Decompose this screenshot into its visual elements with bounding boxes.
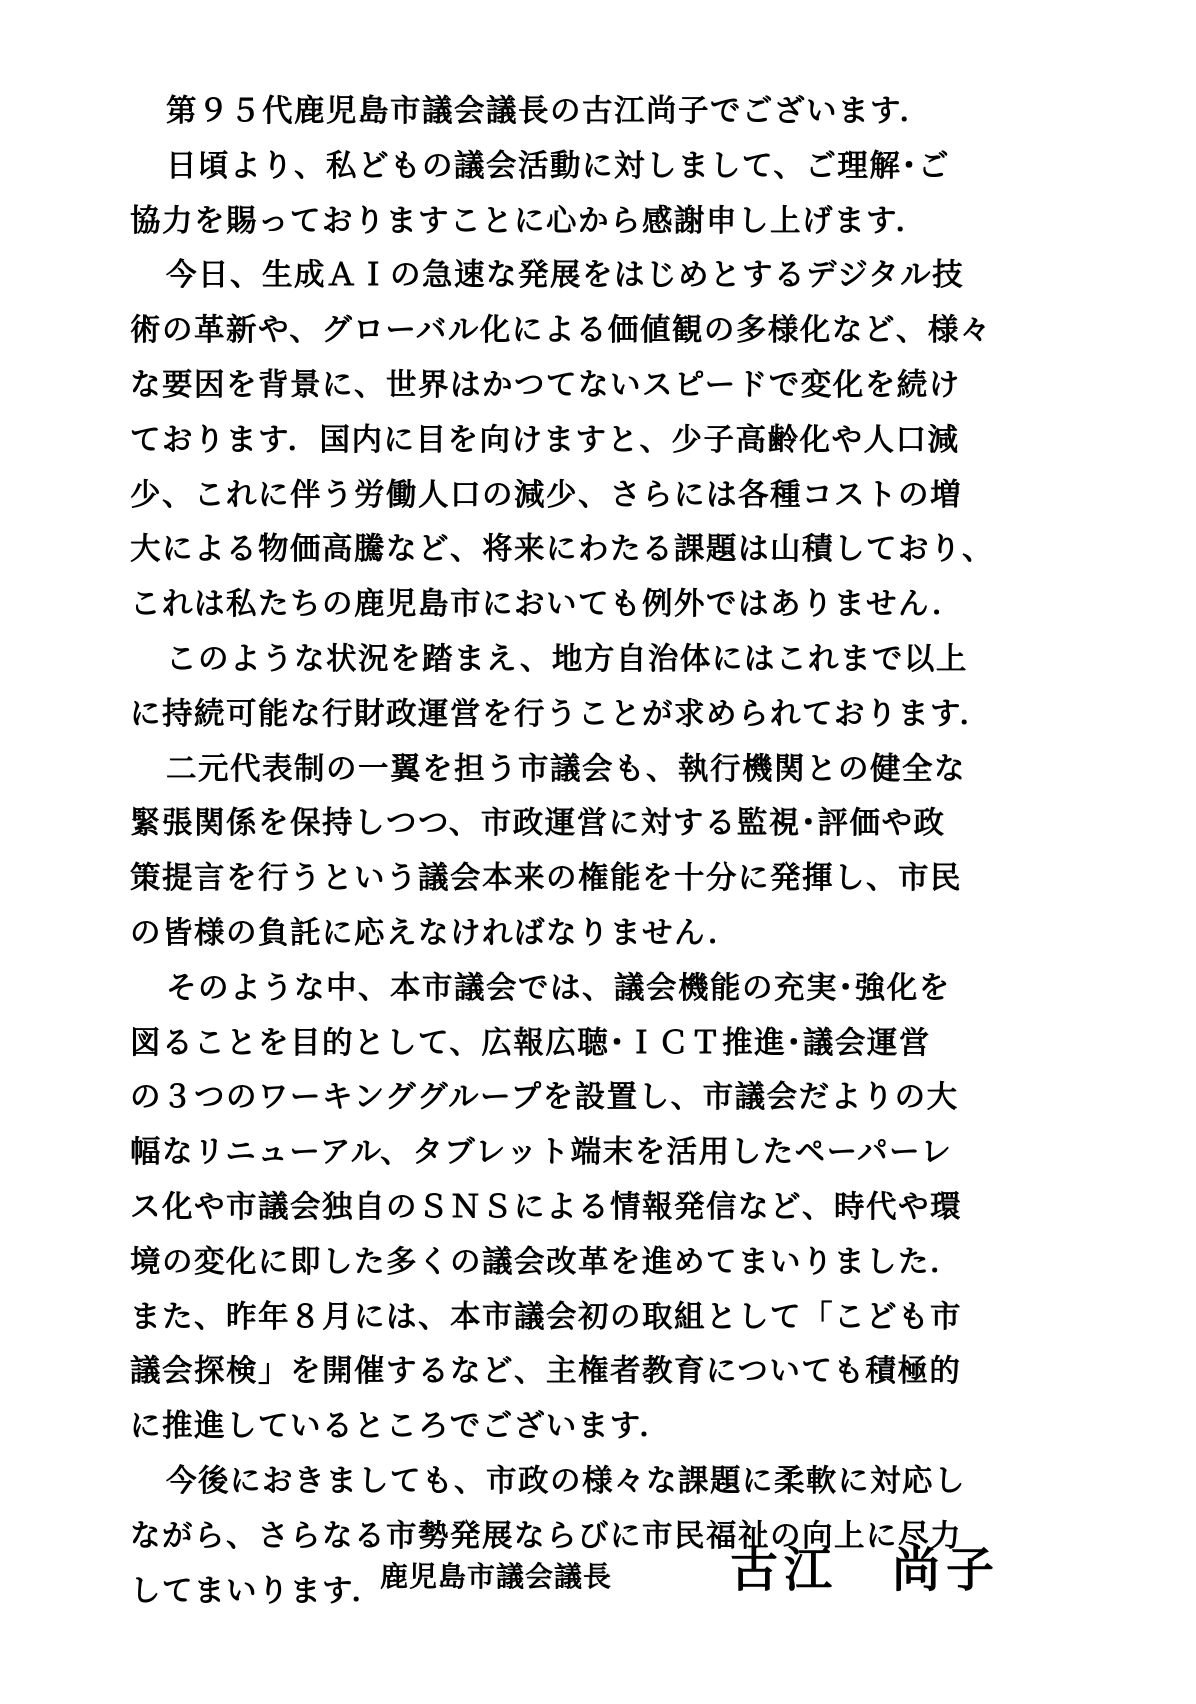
text-line: に持続可能な行財政運営を行うことが求められております． bbox=[130, 695, 992, 732]
signature-name: 古江 尚子 bbox=[730, 1542, 1001, 1598]
text-line: 緊張関係を保持しつつ、市政運営に対する監視･評価や政 bbox=[130, 805, 946, 842]
text-line: 術の革新や、グローバル化による価値観の多様化など、様々 bbox=[130, 312, 992, 349]
text-line: 二元代表制の一翼を担う市議会も、執行機関との健全な bbox=[166, 750, 966, 787]
text-line: このような状況を踏まえ、地方自治体にはこれまで以上 bbox=[166, 640, 968, 677]
text-line: 今日、生成ＡＩの急速な発展をはじめとするデジタル技 bbox=[166, 257, 965, 294]
text-line: 策提言を行うという議会本来の権能を十分に発揮し、市民 bbox=[130, 860, 962, 897]
text-line: ております．国内に目を向けますと、少子高齢化や人口減 bbox=[130, 421, 960, 458]
signature-block bbox=[380, 1525, 1080, 1605]
greeting-body bbox=[130, 84, 1070, 1618]
text-line: 図ることを目的として、広報広聴･ＩＣＴ推進･議会運営 bbox=[130, 1024, 931, 1061]
text-line: してまいります． bbox=[130, 1572, 384, 1609]
text-line: 境の変化に即した多くの議会改革を進めてまいりました． bbox=[130, 1243, 962, 1280]
text-line: そのような中、本市議会では、議会機能の充実･強化を bbox=[166, 969, 951, 1006]
text-line: 日頃より、私どもの議会活動に対しまして、ご理解･ご bbox=[166, 147, 951, 184]
text-line: これは私たちの鹿児島市においても例外ではありません． bbox=[130, 586, 964, 623]
text-line: な要因を背景に、世界はかつてないスピードで変化を続け bbox=[130, 366, 961, 403]
text-line: ス化や市議会独自のＳＮＳによる情報発信など、時代や環 bbox=[130, 1188, 962, 1225]
signature-title: 鹿児島市議会議長 bbox=[380, 1560, 613, 1593]
text-line: の皆様の負託に応えなければなりません． bbox=[130, 914, 740, 951]
text-line: また、昨年８月には、本市議会初の取組として「こども市 bbox=[130, 1298, 962, 1335]
text-line: 第９５代鹿児島市議会議長の古江尚子でございます． bbox=[166, 93, 932, 129]
text-line: の３つのワーキンググループを設置し、市議会だよりの大 bbox=[130, 1079, 959, 1116]
text-line: 大による物価高騰など、将来にわたる課題は山積しており、 bbox=[130, 531, 994, 568]
text-line: 今後におきましても、市政の様々な課題に柔軟に対応し bbox=[166, 1462, 966, 1499]
text-line: ながら、さらなる市勢発展ならびに市民福祉の向上に尽力 bbox=[130, 1517, 962, 1554]
text-line: 議会探検」を開催するなど、主権者教育についても積極的 bbox=[130, 1353, 962, 1390]
text-line: 幅なリニューアル、タブレット端末を活用したペーパーレ bbox=[130, 1134, 953, 1171]
text-line: に推進しているところでございます． bbox=[130, 1408, 672, 1445]
text-line: 協力を賜っておりますことに心から感謝申し上げます． bbox=[130, 202, 928, 239]
text-line: 少、これに伴う労働人口の減少、さらには各種コストの増 bbox=[130, 476, 962, 513]
